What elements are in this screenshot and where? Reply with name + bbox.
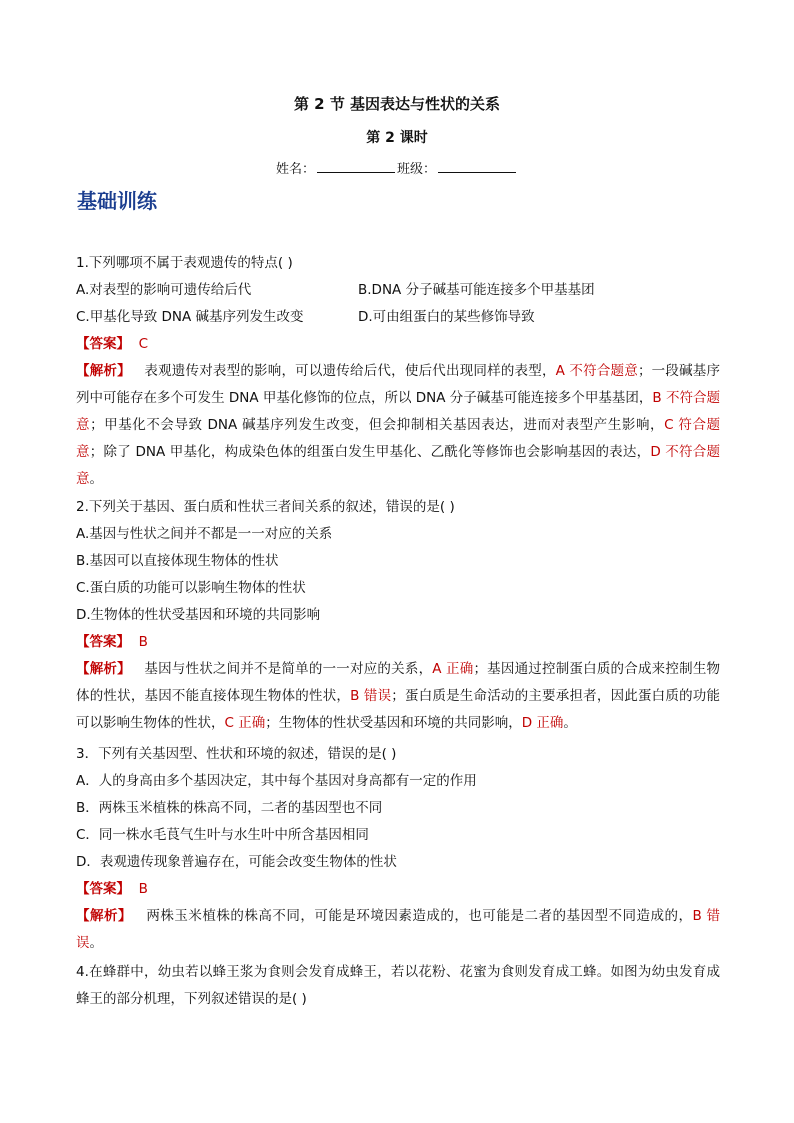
- question-1-options-row-2: [76, 304, 720, 331]
- question-3-answer: [76, 876, 720, 903]
- analysis-text: 两株玉米植株的株高不同，可能是环境因素造成的，也可能是二者的基因型不同造成的，: [146, 908, 693, 924]
- analysis-text: ；生物体的性状受基因和环境的共同影响，: [265, 715, 522, 731]
- analysis-verdict: C 正确: [224, 715, 266, 731]
- page-title: 第 2 节 基因表达与性状的关系: [293, 95, 501, 113]
- answer-value: B: [138, 634, 148, 650]
- question-1-stem: 1.下列哪项不属于表观遗传的特点( ): [76, 255, 293, 271]
- analysis-text: ；甲基化不会导致 DNA 碱基序列发生改变，但会抑制相关基因表达，进而对表型产生影响，: [90, 417, 665, 433]
- lesson-subtitle: 第 2 课时: [366, 130, 428, 146]
- question-3-option-d: D．表观遗传现象普遍存在，可能会改变生物体的性状: [76, 854, 397, 870]
- student-info-line: [0, 158, 794, 177]
- analysis-text: 。: [563, 715, 577, 731]
- question-4-stem: 4.在蜂群中，幼虫若以蜂王浆为食则会发育成蜂王，若以花粉、花蜜为食则发育成工蜂。如图为幼虫发育成蜂王的部分机理，下列叙述错误的是( ): [76, 964, 720, 1007]
- answer-label: 【答案】: [76, 881, 130, 897]
- question-3: [76, 741, 720, 957]
- question-1-options-row-1: [76, 277, 720, 304]
- analysis-verdict: C 符合题意: [76, 417, 721, 460]
- question-1-option-c: C.甲基化导致 DNA 碱基序列发生改变: [76, 309, 304, 325]
- analysis-text: ；一段碱基序列中可能存在多个可发生 DNA 甲基化修饰的位点，所以 DNA 分子碱基可能连接多个甲基基团，: [76, 363, 721, 406]
- question-3-analysis: [76, 903, 720, 957]
- analysis-verdict: B 错误: [350, 688, 392, 704]
- analysis-verdict: D 不符合题意: [76, 444, 721, 487]
- question-2: [76, 494, 720, 737]
- analysis-verdict: A 正确: [432, 661, 474, 677]
- question-3-stem: 3．下列有关基因型、性状和环境的叙述，错误的是( ): [76, 746, 397, 762]
- name-blank[interactable]: [317, 160, 395, 173]
- question-1-option-b: B.DNA 分子碱基可能连接多个甲基基团: [358, 282, 595, 298]
- answer-value: C: [138, 336, 149, 352]
- question-3-option-b: B．两株玉米植株的株高不同，二者的基因型也不同: [76, 800, 383, 816]
- analysis-verdict: D 正确: [521, 715, 564, 731]
- answer-label: 【答案】: [76, 634, 130, 650]
- analysis-text: 。: [89, 935, 103, 951]
- question-1-option-d: D.可由组蛋白的某些修饰导致: [358, 309, 535, 325]
- answer-label: 【答案】: [76, 336, 130, 352]
- question-2-option-a: A.基因与性状之间并不都是一一对应的关系: [76, 526, 333, 542]
- question-2-answer: [76, 629, 720, 656]
- name-label: 姓名：: [275, 162, 315, 177]
- analysis-label: 【解析】: [76, 363, 131, 379]
- question-2-option-d: D.生物体的性状受基因和环境的共同影响: [76, 607, 321, 623]
- analysis-verdict: B 不符合题意: [76, 390, 721, 433]
- analysis-text: 。: [89, 471, 103, 487]
- analysis-text: ；蛋白质是生命活动的主要承担者，因此蛋白质的功能可以影响生物体的性状，: [76, 688, 720, 731]
- analysis-label: 【解析】: [76, 908, 133, 924]
- question-2-stem: 2.下列关于基因、蛋白质和性状三者间关系的叙述，错误的是( ): [76, 499, 455, 515]
- question-2-option-c: C.蛋白质的功能可以影响生物体的性状: [76, 580, 306, 596]
- class-blank[interactable]: [438, 160, 516, 173]
- question-3-option-c: C．同一株水毛茛气生叶与水生叶中所含基因相同: [76, 827, 369, 843]
- question-1-analysis: [76, 358, 720, 493]
- section-title: 基础训练: [77, 189, 157, 213]
- analysis-verdict: A 不符合题意: [555, 363, 638, 379]
- analysis-text: ；基因通过控制蛋白质的合成来控制生物体的性状，基因不能直接体现生物体的性状，: [76, 661, 721, 704]
- class-label: 班级：: [397, 162, 437, 177]
- question-1: [76, 250, 720, 493]
- answer-value: B: [138, 881, 148, 897]
- question-3-option-a: A．人的身高由多个基因决定，其中每个基因对身高都有一定的作用: [76, 773, 477, 789]
- question-1-answer: [76, 331, 720, 358]
- question-1-option-a: A.对表型的影响可遗传给后代: [76, 282, 252, 298]
- analysis-text: 基因与性状之间并不是简单的一一对应的关系，: [144, 661, 433, 677]
- analysis-label: 【解析】: [76, 661, 131, 677]
- analysis-text: ；除了 DNA 甲基化，构成染色体的组蛋白发生甲基化、乙酰化等修饰也会影响基因的表达，: [89, 444, 651, 460]
- question-2-option-b: B.基因可以直接体现生物体的性状: [76, 553, 279, 569]
- analysis-text: 表观遗传对表型的影响，可以遗传给后代，使后代出现同样的表型，: [144, 363, 556, 379]
- question-2-analysis: [76, 656, 720, 737]
- analysis-verdict: B 错误: [76, 908, 721, 951]
